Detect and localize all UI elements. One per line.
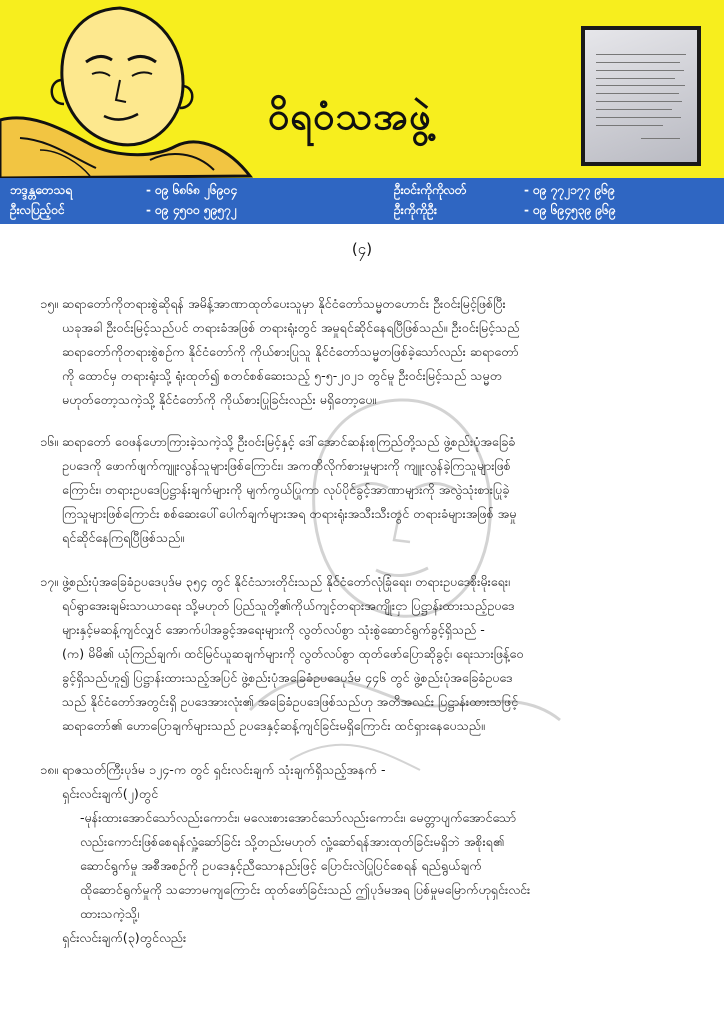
text-line: များနှင့်မဆန့်ကျင်လျှင် အောက်ပါအခွင့်အရေးများကို လွတ်လပ်စွာ သုံးစွဲဆောင်ရွက်ခွင့်ရှိသည် - (62, 622, 485, 637)
header-banner (0, 0, 724, 178)
text-line: (က) မိမိ၏ ယုံကြည်ချက်၊ ထင်မြင်ယူဆချက်များကို လွတ်လပ်စွာ ထုတ်ဖော်ပြောဆိုခွင့်၊ ရေးသားဖြန့်ဝေ (62, 646, 524, 661)
contact-phone: - ၀၉ ၇၇၂၁၇၇ ၉၆၉ (524, 183, 615, 197)
brand-name: ဝိရဝံသအဖွဲ့ (268, 94, 432, 138)
contact-bar (0, 178, 724, 224)
paragraph-17 (40, 570, 682, 738)
text-line: ရင်ဆိုင်နေကြရပြီဖြစ်သည်။ (62, 530, 185, 545)
text-line: ဆရာတော်ကိုတရားစွဲစဉ်က နိုင်ငံတော်ကို ကိုယ်စားပြုသူ နိုင်ငံတော်သမ္မတဖြစ်ခဲ့သော်လည်း ဆရာတော် (62, 344, 519, 359)
contact-phone: - ၀၉ ၆၈၆၈ ၂၆၉၀၄ (146, 183, 238, 197)
text-line: ထိုဆောင်ရွက်မှုကို သဘောမကျကြောင်း ထုတ်ဖော်ခြင်းသည် ဤပုဒ်မအရ ပြစ်မှုမမြောက်ဟုရှင်းလင်း (80, 882, 531, 897)
text-line: ရပ်ရွာအေးချမ်းသာယာရေး သို့မဟုတ် ပြည်သူတို့၏ကိုယ်ကျင့်တရားအကျိုးငှာ ပြဋ္ဌာန်းထားသည့်ဥပဒေ (62, 598, 515, 613)
paragraph-number: ၁၈။ (40, 762, 59, 777)
paragraph-number: ၁၅။ (40, 296, 58, 311)
contact-phone: - ၀၉ ၆၉၄၅၃၉ ၉၆၉ (524, 203, 616, 217)
paragraph-16 (40, 430, 682, 550)
text-line: သည် နိုင်ငံတော်အတွင်းရှိ ဥပဒေအားလုံး၏ အခြေခံဥပဒေဖြစ်သည်ဟု အတိအလင်း ပြဋ္ဌာန်းထားသဖြင့် (62, 694, 519, 709)
indented-block (62, 806, 682, 926)
page-number: (၄) (351, 240, 373, 258)
contact-name: ဦးကိုကိုဦး (394, 203, 437, 217)
paragraph-15 (40, 292, 682, 412)
paragraph-number: ၁၆။ (40, 434, 58, 449)
sub-heading: ရှင်းလင်းချက်(၂)တွင် (62, 786, 159, 801)
text-line: ဖွဲ့စည်းပုံအခြေခံဥပဒေပုဒ်မ ၃၅၄ တွင် နိုင်ငံသားတိုင်းသည် နိုင်ငံတော်လုံခြုံရေး၊ တရားဥပဒေစိုးမိုးရေး၊ (62, 574, 511, 589)
text-line: ခွင့်ရှိသည်ဟူ၍ ပြဋ္ဌာန်းထားသည့်အပြင် ဖွဲ့စည်းပုံအခြေခံဥပဒေပုဒ်မ ၄၄၆ တွင် ဖွဲ့စည်းပုံအခြေခံဥပဒေ (62, 670, 513, 685)
contact-phone: - ၀၉ ၄၅၀၀ ၅၉၅၇၂ (146, 203, 237, 217)
text-line: ကြောင်း၊ တရားဥပဒေပြဋ္ဌာန်းချက်များကို မျက်ကွယ်ပြုကာ လုပ်ပိုင်ခွင့်အာဏာများကို အလွဲသုံးစားပြုခဲ့ (62, 482, 510, 497)
text-line: ကြသူများဖြစ်ကြောင်း စစ်ဆေးပေါ်ပေါက်ချက်များအရ တရားရုံးအသီးသီးတွင် တရားခံများအဖြစ် အမှု (62, 506, 517, 521)
document-photo (581, 26, 701, 166)
contact-name: ဦးလပြည့်ဝင် (10, 203, 65, 217)
paragraph-18 (40, 758, 682, 950)
text-line: ဆောင်ရွက်မှု အစီအစဉ်ကို ဥပဒေနှင့်ညီသောနည်းဖြင့် ပြောင်းလဲပြုပြင်စေရန် ရည်ရွယ်ချက် (80, 858, 482, 873)
text-line: မဟုတ်တော့သကဲ့သို့ နိုင်ငံတော်ကို ကိုယ်စားပြုခြင်းလည်း မရှိတော့ပေ။ (62, 392, 377, 407)
text-line: ထားသကဲ့သို့၊ (80, 906, 140, 921)
text-line: ဆရာတော်၏ ဟောပြောချက်များသည် ဥပဒေနှင့်ဆန့်ကျင်ခြင်းမရှိကြောင်း ထင်ရှားနေပေသည်။ (62, 718, 485, 733)
text-line: ရာဇသတ်ကြီးပုဒ်မ ၁၂၄-က တွင် ရှင်းလင်းချက် သုံးချက်ရှိသည့်အနက် - (62, 762, 386, 777)
text-line: ဥပဒေကို ဖောက်ဖျက်ကျူးလွန်သူများဖြစ်ကြောင်း၊ အကတိလိုက်စားမှုများကို ကျူးလွန်ခဲ့ကြသူများဖြစ် (62, 458, 511, 473)
monk-portrait-illustration (0, 0, 300, 178)
text-line: ဆရာတော် ဝေဖန်ဟောကြားခဲ့သကဲ့သို့ ဦးဝင်းမြင့်နှင့် ဒေါ်အောင်ဆန်းစုကြည်တို့သည် ဖွဲ့စည်းပုံအခြေခံ (62, 434, 516, 449)
contact-name: ဘဒ္ဒန္တတေသရ (10, 183, 72, 197)
contact-name: ဦးဝင်းကိုကိုလတ် (394, 183, 467, 197)
text-line: လည်းကောင်းဖြစ်စေရန်လှုံ့ဆော်ခြင်း သို့တည်းမဟုတ် လှုံ့ဆော်ရန်အားထုတ်ခြင်းမရှိဘဲ အစိုးရ၏ (80, 834, 505, 849)
text-line: ကို ထောင်မှ တရားရုံးသို့ ရုံးထုတ်၍ စတင်စစ်ဆေးသည့် ၅-၅-၂၀၂၁ တွင်မူ ဦးဝင်းမြင့်သည် သမ္မတ (62, 368, 503, 383)
text-line: -မုန်းထားအောင်သော်လည်းကောင်း၊ မလေးစားအောင်သော်လည်းကောင်း၊ မေတ္တာပျက်အောင်သော် (80, 810, 517, 825)
text-line: ဆရာတော်ကိုတရားစွဲဆိုရန် အမိန့်အာဏာထုတ်ပေးသူမှာ နိုင်ငံတော်သမ္မတဟောင်း ဦးဝင်းမြင့်ဖြစ်ပြီး (62, 296, 506, 311)
sub-heading: ရှင်းလင်းချက်(၃)တွင်လည်း (62, 930, 187, 945)
text-line: ယခုအခါ ဦးဝင်းမြင့်သည်ပင် တရားခံအဖြစ် တရားရုံးတွင် အမှုရင်ဆိုင်နေရပြီဖြစ်သည်။ ဦးဝင်းမြင့်သည် (62, 320, 520, 335)
paragraph-number: ၁၇။ (40, 574, 58, 589)
